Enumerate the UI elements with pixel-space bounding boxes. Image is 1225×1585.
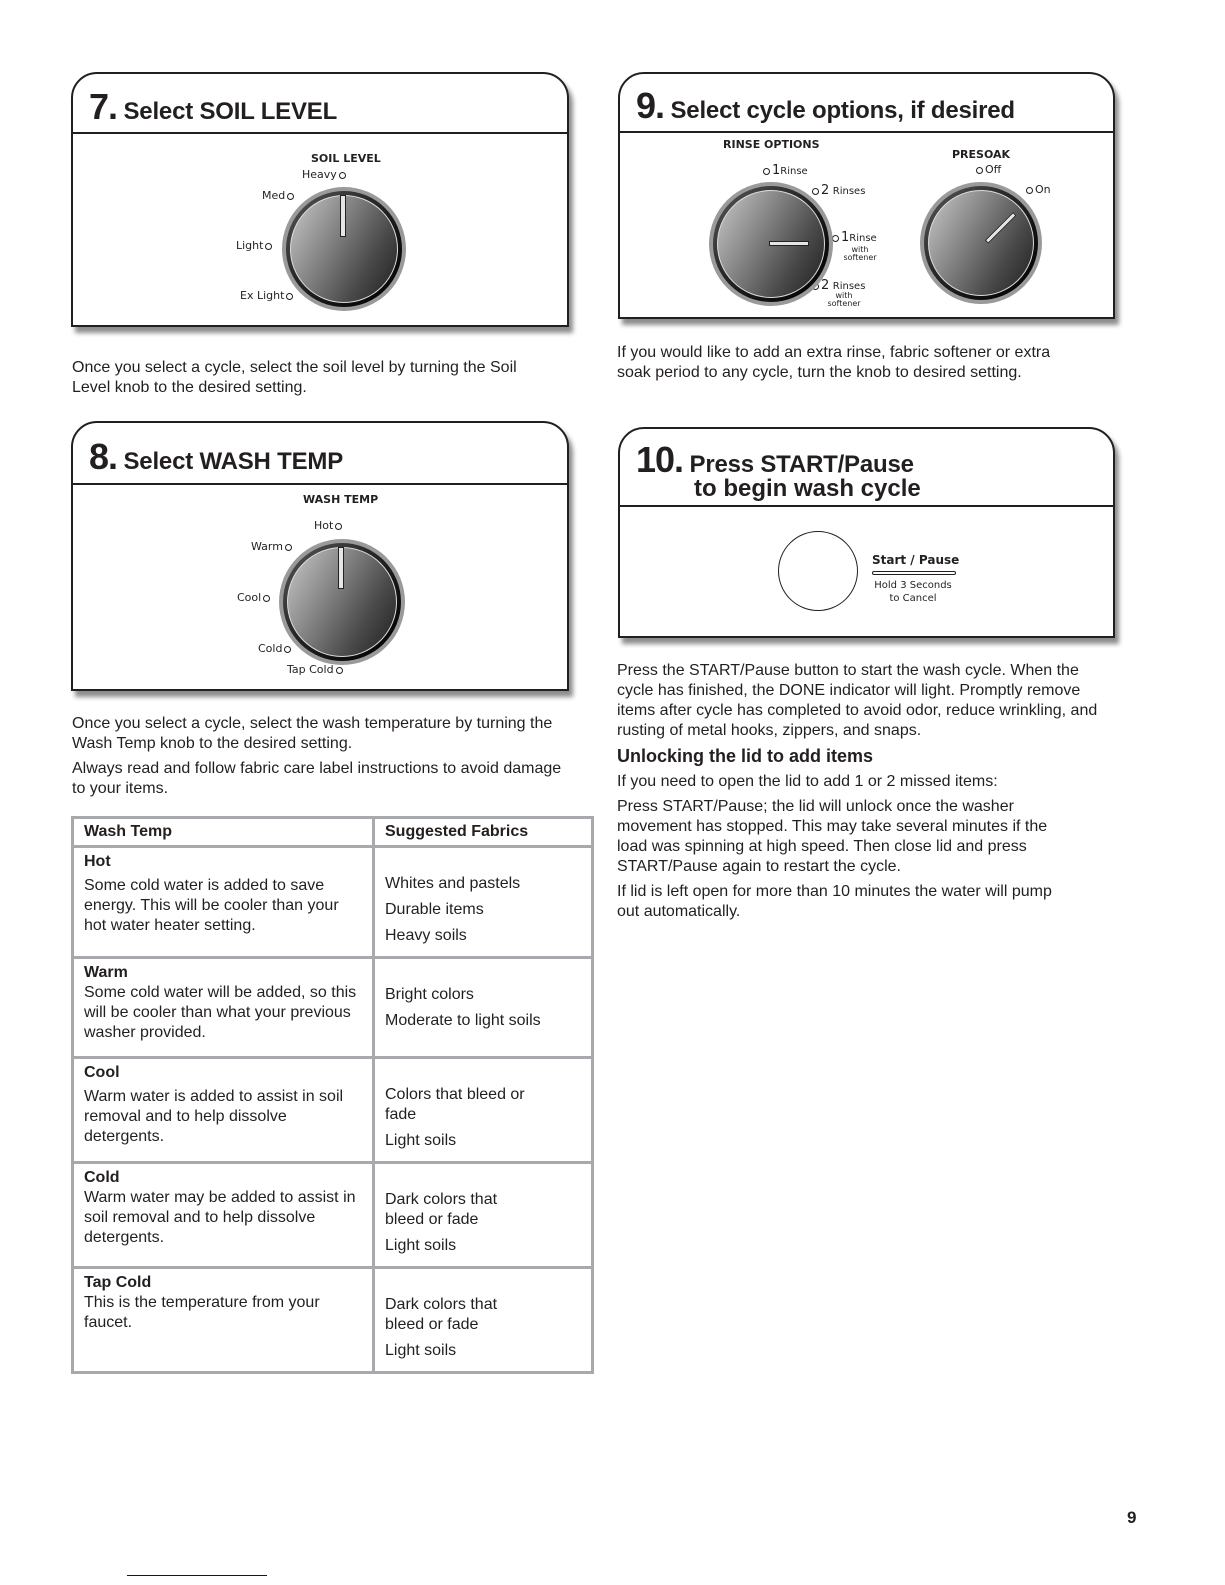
step-7-title: 7. Select SOIL LEVEL — [89, 86, 338, 127]
indicator-dot-icon — [335, 523, 342, 530]
temp-setting-warm[interactable]: Warm — [251, 540, 294, 553]
temp-setting-cool[interactable]: Cool — [237, 591, 272, 604]
temp-setting-tap-cold[interactable]: Tap Cold — [287, 663, 345, 676]
soil-setting-light[interactable]: Light — [236, 239, 274, 252]
table-row: Hot Some cold water is added to save energy. This will be cooler than your hot water heater setting. Whites and pastels Durable items Heavy soils — [73, 847, 593, 958]
step-8-title: 8. Select WASH TEMP — [89, 436, 344, 477]
indicator-dot-icon — [339, 172, 346, 179]
unlock-heading: Unlocking the lid to add items — [617, 746, 874, 766]
step-10-title-line2: to begin wash cycle — [694, 475, 921, 502]
soil-setting-med[interactable]: Med — [262, 189, 296, 202]
start-pause-label: Start / Pause — [872, 553, 960, 567]
soil-setting-ex-light[interactable]: Ex Light — [240, 289, 295, 302]
step-9-title: 9. Select cycle options, if desired — [636, 85, 1015, 126]
presoak-title: PRESOAK — [952, 148, 1011, 161]
step-8-description: Once you select a cycle, select the wash temperature by turning the Wash Temp knob to the desired setting. Always read and follow fabric care label instructions to avoid damage to your items. — [72, 715, 562, 797]
step-10-description: Press the START/Pause button to start the wash cycle. When the cycle has finished, the DONE indicator will light. Promptly remove items after cycle has completed to avoid odor, reduce wrinkling, and rusting of metal hooks, zippers, and snaps. Unlocking the lid to add items If you need to open the lid to add 1 or 2 missed items: Press START/Pause; the lid will unlock once the washer movement has stopped. This may take several minutes if the load was spinning at high speed. Then close lid and press START/Pause again to restart the cycle. If lid is left open for more than 10 minutes the water will pump out automatically. — [617, 661, 1117, 927]
rinse-options-title: RINSE OPTIONS — [723, 138, 820, 151]
link-underline — [127, 1575, 267, 1576]
table-row: Cool Warm water is added to assist in soil removal and to help dissolve detergents. Colors that bleed or fade Light soils — [73, 1058, 593, 1163]
step-7-description: Once you select a cycle, select the soil level by turning the Soil Level knob to the desired setting. — [72, 359, 517, 396]
table-row: Warm Some cold water will be added, so this will be cooler than what your previous washer provided. Bright colors Moderate to light soils — [73, 958, 593, 1058]
indicator-dot-icon — [265, 243, 272, 250]
rinse-softener-sublabel: with softener — [843, 245, 877, 262]
step-10-panel — [618, 427, 1115, 638]
step-7-header — [73, 74, 567, 134]
step-9-header — [620, 74, 1113, 133]
presoak-setting-off[interactable]: Off — [974, 163, 1001, 176]
col-header-wash-temp: Wash Temp — [73, 818, 374, 847]
indicator-dot-icon — [263, 595, 270, 602]
step-7-panel — [71, 72, 569, 327]
start-pause-hint: Hold 3 Seconds to Cancel — [874, 580, 952, 604]
rinse-options-knob[interactable] — [709, 182, 833, 306]
soil-level-knob[interactable] — [282, 187, 406, 311]
indicator-dot-icon — [286, 293, 293, 300]
indicator-dot-icon — [285, 544, 292, 551]
step-10-header — [620, 429, 1113, 507]
presoak-setting-on[interactable]: On — [1024, 183, 1051, 196]
step-9-description: If you would like to add an extra rinse, fabric softener or extra soak period to any cycle, turn the knob to desired setting. — [617, 344, 1051, 381]
indicator-dot-icon — [284, 646, 291, 653]
rinse-setting-1-rinse[interactable]: 1Rinse — [761, 163, 808, 178]
rinse-setting-2-rinses-softener[interactable]: 2 Rinses — [810, 278, 865, 293]
wash-temp-knob[interactable] — [279, 539, 405, 665]
soil-setting-heavy[interactable]: Heavy — [302, 168, 348, 181]
temp-setting-hot[interactable]: Hot — [314, 519, 344, 532]
knob-pointer-icon — [769, 241, 809, 246]
presoak-knob[interactable] — [920, 182, 1042, 304]
soil-level-knob-title: SOIL LEVEL — [311, 152, 381, 165]
rinse-setting-1-rinse-softener[interactable]: 1Rinse — [830, 230, 877, 245]
indicator-dot-icon — [287, 193, 294, 200]
start-pause-button[interactable] — [778, 531, 858, 611]
step-10-title: 10. Press START/Pause — [636, 439, 914, 480]
wash-temp-table — [71, 816, 594, 1374]
wash-temp-knob-title: WASH TEMP — [303, 493, 379, 506]
indicator-dot-icon — [336, 667, 343, 674]
rinse-setting-2-rinses[interactable]: 2 Rinses — [810, 183, 865, 198]
table-row: Tap Cold This is the temperature from your faucet. Dark colors that bleed or fade Light soils — [73, 1268, 593, 1373]
step-8-panel — [71, 421, 569, 691]
rinses-softener-sublabel: with softener — [827, 291, 861, 308]
table-row: Cold Warm water may be added to assist in soil removal and to help dissolve detergents. Dark colors that bleed or fade Light soils — [73, 1163, 593, 1268]
step-8-header — [73, 423, 567, 485]
page-number: 9 — [1127, 1508, 1137, 1527]
col-header-suggested-fabrics: Suggested Fabrics — [374, 818, 593, 847]
knob-pointer-icon — [338, 547, 344, 589]
temp-setting-cold[interactable]: Cold — [258, 642, 293, 655]
step-9-panel — [618, 72, 1115, 319]
care-label-note: Always read and follow fabric care label instructions to avoid damage to your items. — [72, 760, 562, 797]
start-pause-underline — [872, 571, 956, 575]
knob-pointer-icon — [340, 195, 346, 237]
